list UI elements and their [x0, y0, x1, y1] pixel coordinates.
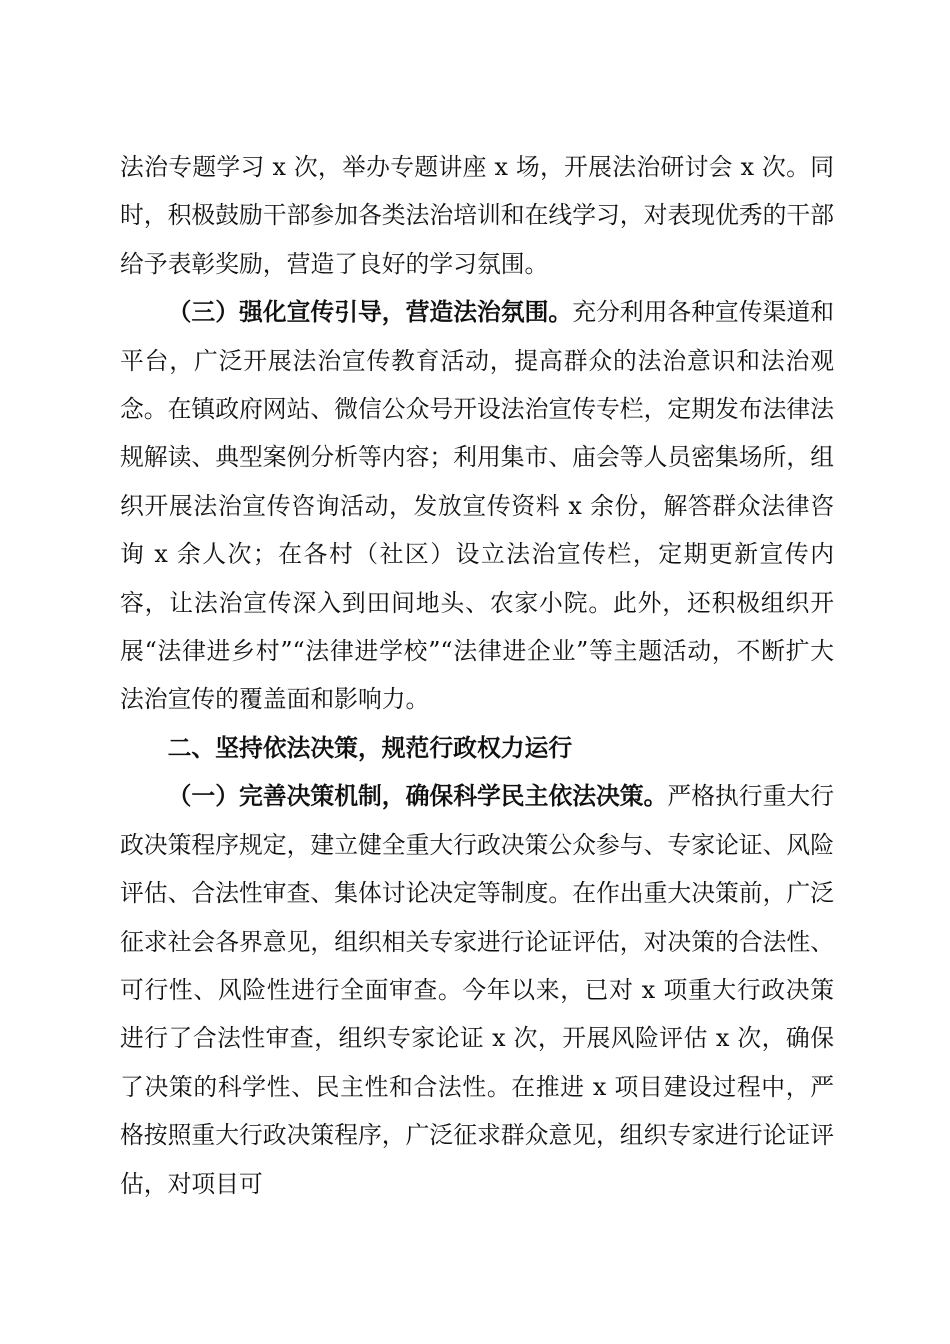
paragraph-lead: （一）完善决策机制，确保科学民主依法决策。: [167, 782, 668, 811]
paragraph-text: 法治专题学习 x 次，举办专题讲座 x 场，开展法治研讨会 x 次。同时，积极鼓励干部参加各类法治培训和在线学习，对表现优秀的干部给予表彰奖励，营造了良好的学习氛围。: [120, 153, 834, 278]
section-heading: 二、坚持依法决策，规范行政权力运行: [167, 733, 573, 762]
paragraph-text: 严格执行重大行政决策程序规定，建立健全重大行政决策公众参与、专家论证、风险评估、合法性审查、集体讨论决定等制度。在作出重大决策前，广泛征求社会各界意见，组织相关专家进行论证评估，对决策的合法性、可行性、风险性进行全面审查。今年以来，已对 x 项重大行政决策进行了合法性审查，组织专家论证 x 次，开展风险评估 x 次，确保了决策的科学性、民主性和合法性。在推进 x 项目建设过程中，严格按照重大行政决策程序，广泛征求群众意见，组织专家进行论证评估，对项目可: [120, 782, 835, 1198]
paragraph-continuation: [120, 143, 834, 288]
document-body: [120, 143, 834, 1208]
paragraph-lead: （三）强化宣传引导，营造法治氛围。: [167, 298, 573, 327]
paragraph-publicity: [120, 288, 834, 724]
paragraph-text: 充分利用各种宣传渠道和平台，广泛开展法治宣传教育活动，提高群众的法治意识和法治观念。在镇政府网站、微信公众号开设法治宣传专栏，定期发布法律法规解读、典型案例分析等内容；利用集市、庙会等人员密集场所，组织开展法治宣传咨询活动，发放宣传资料 x 余份，解答群众法律咨询 x 余人次；在各村（社区）设立法治宣传栏，定期更新宣传内容，让法治宣传深入到田间地头、农家小院。此外，还积极组织开展“法律进乡村”“法律进学校”“法律进企业”等主题活动，不断扩大法治宣传的覆盖面和影响力。: [120, 298, 835, 714]
paragraph-decision-mechanism: [120, 772, 834, 1208]
